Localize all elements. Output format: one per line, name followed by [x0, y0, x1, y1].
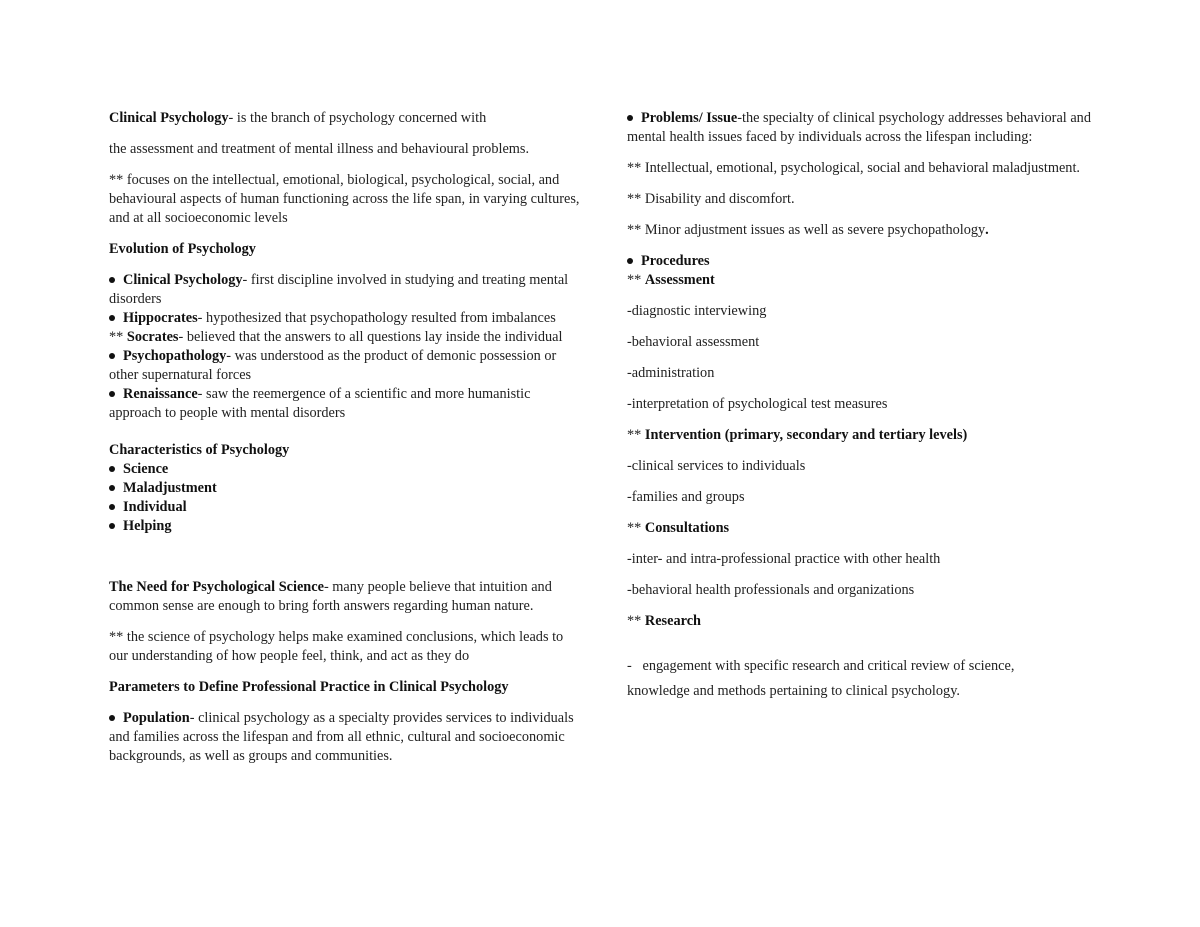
need-text: - many people believe that intuition and common sense are enough to bring forth answers regarding human nature. [109, 579, 552, 614]
intro-focus: ** focuses on the intellectual, emotional, biological, psychological, social, and behavioural aspects of human functioning across the life span, in varying cultures, and at all socioeconomic levels [109, 172, 580, 226]
evolution-text: - believed that the answers to all questions lay inside the individual [178, 329, 563, 345]
consultations-heading [627, 519, 1093, 538]
bullet-icon [109, 353, 115, 359]
evolution-text: - was understood as the product of demonic possession or other supernatural forces [109, 348, 557, 383]
problems-paragraph [627, 109, 1093, 147]
characteristic-item [109, 498, 581, 517]
evolution-term: Renaissance [123, 386, 198, 402]
need-note: ** the science of psychology helps make examined conclusions, which leads to our understanding of how people feel, think, and act as they do [109, 629, 564, 664]
intervention-item: -clinical services to individuals [627, 458, 806, 474]
evolution-heading: Evolution of Psychology [109, 241, 256, 257]
need-paragraph [109, 578, 581, 616]
bullet-icon [109, 277, 115, 283]
characteristics-heading: Characteristics of Psychology [109, 442, 290, 458]
problem-item-punct: . [985, 222, 989, 238]
assessment-item: -administration [627, 365, 715, 381]
bullet-icon [109, 523, 115, 529]
bullet-icon [109, 391, 115, 397]
double-asterisk: ** [627, 272, 645, 288]
evolution-term: Clinical Psychology [123, 272, 243, 288]
bullet-icon [109, 466, 115, 472]
problem-item: ** Intellectual, emotional, psychological, social and behavioral maladjustment. [627, 160, 1080, 176]
procedures-label: Procedures [641, 253, 710, 269]
double-asterisk: ** [627, 613, 645, 629]
consultations-item: -inter- and intra-professional practice with other health [627, 551, 941, 567]
evolution-text: - first discipline involved in studying and treating mental disorders [109, 272, 569, 307]
parameters-heading: Parameters to Define Professional Practice in Clinical Psychology [109, 679, 509, 695]
intervention-heading [627, 426, 1093, 445]
characteristic-item [109, 479, 581, 498]
evolution-term: Socrates [126, 329, 179, 345]
intro-def-2: the assessment and treatment of mental illness and behavioural problems. [109, 141, 530, 157]
intro-term: Clinical Psychology [109, 110, 229, 126]
characteristic-label: Helping [123, 518, 172, 534]
evolution-text: - saw the reemergence of a scientific and more humanistic approach to people with mental disorders [109, 386, 531, 421]
characteristic-label: Maladjustment [123, 480, 217, 496]
intervention-item: -families and groups [627, 489, 745, 505]
characteristic-label: Science [123, 461, 169, 477]
left-column [109, 109, 581, 778]
evolution-item-psychopathology [109, 347, 581, 385]
evolution-text: - hypothesized that psychopathology resulted from imbalances [197, 310, 556, 326]
bullet-icon [109, 315, 115, 321]
bullet-icon [109, 504, 115, 510]
evolution-list [109, 271, 581, 423]
problem-item-text: ** Minor adjustment issues as well as severe psychopathology [627, 222, 986, 238]
evolution-item-clinical [109, 271, 581, 309]
intervention-label: Intervention (primary, secondary and tertiary levels) [644, 427, 968, 443]
evolution-item-hippocrates [109, 309, 581, 328]
problem-item [627, 221, 1093, 240]
research-line-1: - engagement with specific research and critical review of science, [627, 658, 1015, 674]
problem-item: ** Disability and discomfort. [627, 191, 795, 207]
double-asterisk: ** [109, 329, 127, 345]
evolution-term: Psychopathology [123, 348, 227, 364]
evolution-item-socrates [109, 328, 581, 347]
problems-term: Problems/ Issue [641, 110, 738, 126]
double-asterisk: ** [627, 520, 645, 536]
need-term: The Need for Psychological Science [109, 579, 324, 595]
population-paragraph [109, 709, 581, 766]
intro-line-1 [109, 109, 581, 128]
evolution-term: Hippocrates [123, 310, 198, 326]
population-term: Population [123, 710, 190, 726]
research-heading [627, 612, 1093, 631]
research-line-2: knowledge and methods pertaining to clinical psychology. [627, 683, 960, 699]
bullet-icon [109, 485, 115, 491]
research-label: Research [644, 613, 701, 629]
problems-text: -the specialty of clinical psychology addresses behavioral and mental health issues faced by individuals across the lifespan including: [627, 110, 1091, 145]
assessment-item: -interpretation of psychological test measures [627, 396, 888, 412]
assessment-label: Assessment [644, 272, 715, 288]
intro-def-1: - is the branch of psychology concerned with [228, 110, 487, 126]
double-asterisk: ** [627, 427, 645, 443]
bullet-icon [627, 258, 633, 264]
consultations-label: Consultations [644, 520, 730, 536]
procedures-heading [627, 252, 1093, 271]
assessment-item: -behavioral assessment [627, 334, 760, 350]
bullet-icon [627, 115, 633, 121]
characteristic-item [109, 460, 581, 479]
assessment-heading [627, 271, 1093, 290]
bullet-icon [109, 715, 115, 721]
evolution-item-renaissance [109, 385, 581, 423]
characteristic-label: Individual [123, 499, 187, 515]
right-column [627, 109, 1093, 713]
consultations-item: -behavioral health professionals and organizations [627, 582, 915, 598]
characteristic-item [109, 517, 581, 536]
assessment-item: -diagnostic interviewing [627, 303, 767, 319]
characteristics-list [109, 460, 581, 536]
population-text: - clinical psychology as a specialty provides services to individuals and families across the lifespan and from all ethnic, cultural and socioeconomic backgrounds, as well as groups and communities. [109, 710, 574, 764]
